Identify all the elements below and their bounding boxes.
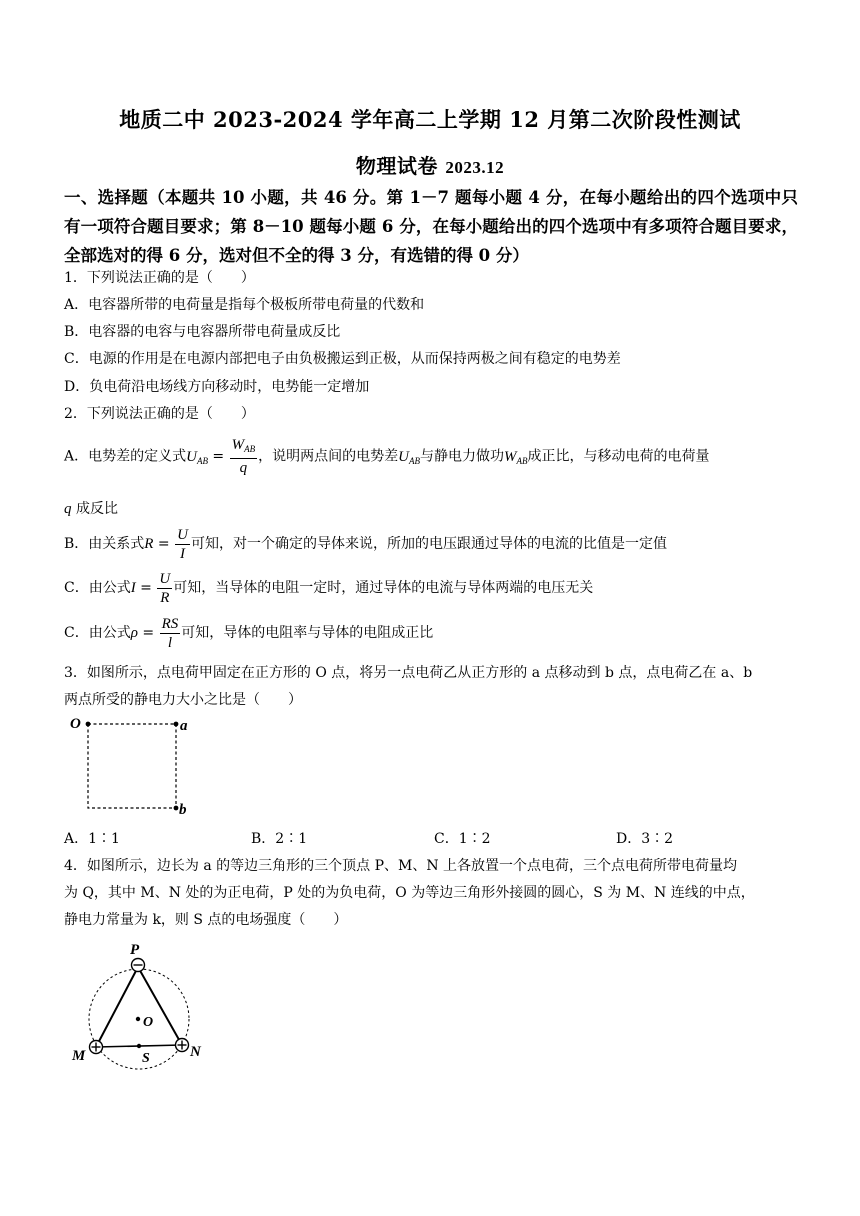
- q3-option-d: D．3∶2: [616, 831, 674, 847]
- q2-c-text-1: C．由公式: [64, 580, 131, 596]
- q2-a-text-1: A．电势差的定义式: [64, 448, 187, 465]
- label-o: O: [143, 1015, 154, 1030]
- fraction-wab-q: $\frac{W_{AB}}{q}$: [231, 437, 256, 476]
- q4-stem-line3: 静电力常量为 k，则 S 点的电场强度（ ）: [64, 912, 348, 928]
- q3-stem-line2: 两点所受的静电力大小之比是（ ）: [64, 692, 302, 708]
- square-outline: [88, 724, 176, 808]
- side-pn: [138, 967, 182, 1045]
- point-a: [174, 722, 179, 727]
- square-diagram: [60, 710, 200, 818]
- exam-title: 地质二中 2023-2024 学年高二上学期 12 月第二次阶段性测试: [119, 107, 741, 132]
- q2-d-text-2: 可知，导体的电阻率与导体的电阻成正比: [181, 625, 434, 641]
- q3-option-b: B．2∶1: [251, 831, 308, 847]
- point-o-center: [136, 1017, 140, 1021]
- label-p: P: [130, 942, 140, 958]
- fraction-rs-l: $\frac{RS}{l}$: [161, 615, 179, 651]
- q3-option-a: A．1∶1: [64, 831, 120, 847]
- q2-b-text-1: B．由关系式: [64, 536, 145, 552]
- side-pm: [96, 967, 138, 1047]
- q1-option-b: B．电容器的电容与电容器所带电荷量成反比: [64, 324, 341, 340]
- q2-b-text-2: 可知，对一个确定的导体来说，所加的电压跟通过导体的电流的比值是一定值: [190, 536, 667, 552]
- formula-rho: ρ: [130, 625, 138, 641]
- symbol-uab: $U_{AB}$: [398, 448, 420, 466]
- q3-stem-line1: 3．如图所示，点电荷甲固定在正方形的 O 点，将另一点电荷乙从正方形的 a 点移动到 b 点，点电荷乙在 a、b: [64, 665, 753, 681]
- fraction-u-i: $\frac{U}{I}$: [177, 526, 188, 562]
- q1-option-a: A．电容器所带的电荷量是指每个极板所带电荷量的代数和: [64, 297, 425, 313]
- label-b: b: [179, 802, 187, 818]
- formula-uab: $U_{AB}$: [186, 448, 208, 466]
- subject-title: 物理试卷: [355, 154, 438, 178]
- q2-option-b: B．由关系式R = $\frac{U}{I}$ 可知，对一个确定的导体来说，所加的电压跟通过导体的电流的比值是一定值: [64, 526, 667, 562]
- symbol-wab: $W_{AB}$: [503, 448, 528, 466]
- q2-a-text-3: 与静电力做功: [419, 448, 504, 465]
- q2-a-text-2: ，说明两点间的电势差: [258, 448, 399, 465]
- label-s: S: [142, 1051, 150, 1066]
- q3-option-c: C．1∶2: [434, 831, 491, 847]
- q2-option-c: C．由公式I = $\frac{U}{R}$ 可知，当导体的电阻一定时，通过导体的电流与导体两端的电压无关: [64, 570, 594, 606]
- q1-option-c: C．电源的作用是在电源内部把电子由负极搬运到正极，从而保持两极之间有稳定的电势差: [64, 351, 621, 367]
- exam-subtitle: [0, 150, 860, 179]
- q1-stem: 1．下列说法正确的是（ ）: [64, 270, 255, 286]
- fraction-u-r: $\frac{U}{R}$: [159, 570, 171, 606]
- label-n: N: [190, 1044, 201, 1060]
- q2-stem: 2．下列说法正确的是（ ）: [64, 406, 255, 422]
- exam-date: 2023.12: [445, 158, 505, 177]
- triangle-diagram: [68, 938, 218, 1074]
- q3-options: [64, 828, 804, 848]
- q1-option-d: D．负电荷沿电场线方向移动时，电势能一定增加: [64, 379, 370, 395]
- q4-stem-line1: 4．如图所示，边长为 a 的等边三角形的三个顶点 P、M、N 上各放置一个点电荷，三个点电荷所带电荷量均: [64, 858, 738, 874]
- q4-stem-line2: 为 Q，其中 M、N 处的为正电荷，P 处的为负电荷，O 为等边三角形外接圆的圆心，S 为 M、N 连线的中点，: [64, 885, 755, 901]
- q2-c-text-2: 可知，当导体的电阻一定时，通过导体的电流与导体两端的电压无关: [173, 580, 594, 596]
- q2-d-text-1: C．由公式: [64, 625, 131, 641]
- point-o: [86, 722, 91, 727]
- section-heading: 一、选择题（本题共 10 小题，共 46 分。第 1－7 题每小题 4 分，在每小题给出的四个选项中只有一项符合题目要求；第 8－10 题每小题 6 分，在每小题给出的四个选项中有多项符合题目要求，全部选对的得 6 分，选对但不全的得 3 分，有选错的得 0 分）: [64, 188, 798, 265]
- formula-r: R: [144, 536, 154, 552]
- q2-option-a-cont: [64, 499, 118, 519]
- q2-a-text-5: 成反比: [75, 501, 118, 517]
- label-o: O: [70, 716, 81, 732]
- q2-option-d: C．由公式ρ = $\frac{RS}{l}$ 可知，导体的电阻率与导体的电阻成正比: [64, 615, 434, 651]
- label-a: a: [180, 718, 188, 734]
- point-b: [174, 806, 179, 811]
- formula-i: I: [130, 580, 136, 596]
- symbol-q: q: [64, 501, 72, 517]
- point-s: [137, 1044, 141, 1048]
- label-m: M: [72, 1048, 86, 1064]
- q2-option-a: A．电势差的定义式$U_{AB}$ = $\frac{W_{AB}}{q}$ ，说明两点间的电势差$U_{AB}$与静电力做功$W_{AB}$成正比，与移动电荷的电荷量: [64, 437, 710, 476]
- q2-a-text-4: 成正比，与移动电荷的电荷量: [527, 448, 710, 465]
